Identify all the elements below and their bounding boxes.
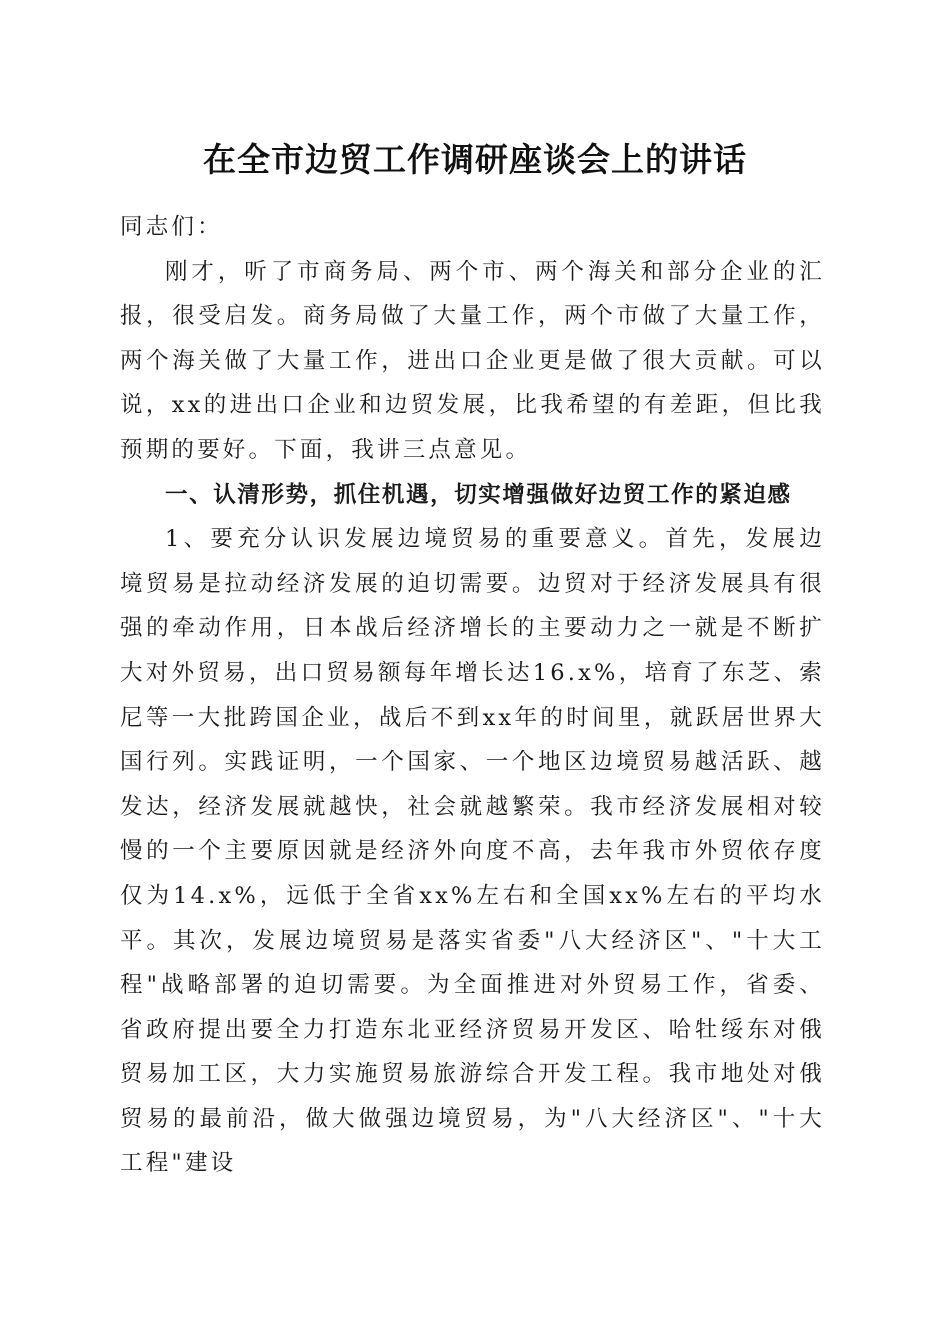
paragraph-intro: 刚才，听了市商务局、两个市、两个海关和部分企业的汇报，很受启发。商务局做了大量工作，两个市做了大量工作，两个海关做了大量工作，进出口企业更是做了很大贡献。可以说，xx的进出口企业和边贸发展，比我希望的有差距，但比我预期的要好。下面，我讲三点意见。 xyxy=(120,258,825,463)
section-heading: 一、认清形势，抓住机遇，切实增强做好边贸工作的紧迫感 xyxy=(165,481,792,508)
document-body xyxy=(120,205,825,1186)
salutation: 同志们： xyxy=(120,214,223,240)
paragraph-section-1: 1、要充分认识发展边境贸易的重要意义。首先，发展边境贸易是拉动经济发展的迫切需要。边贸对于经济发展具有很强的牵动作用，日本战后经济增长的主要动力之一就是不断扩大对外贸易，出口贸易额每年增长达16.x%，培育了东芝、索尼等一大批跨国企业，战后不到xx年的时间里，就跃居世界大国行列。实践证明，一个国家、一个地区边境贸易越活跃、越发达，经济发展就越快，社会就越繁荣。我市经济发展相对较慢的一个主要原因就是经济外向度不高，去年我市外贸依存度仅为14.x%，远低于全省xx%左右和全国xx%左右的平均水平。其次，发展边境贸易是落实省委"八大经济区"、"十大工程"战略部署的迫切需要。为全面推进对外贸易工作，省委、省政府提出要全力打造东北亚经济贸易开发区、哈牡绥东对俄贸易加工区，大力实施贸易旅游综合开发工程。我市地处对俄贸易的最前沿，做大做强边境贸易，为"八大经济区"、"十大工程"建设 xyxy=(120,526,825,1177)
page-title: 在全市边贸工作调研座谈会上的讲话 xyxy=(203,140,747,179)
